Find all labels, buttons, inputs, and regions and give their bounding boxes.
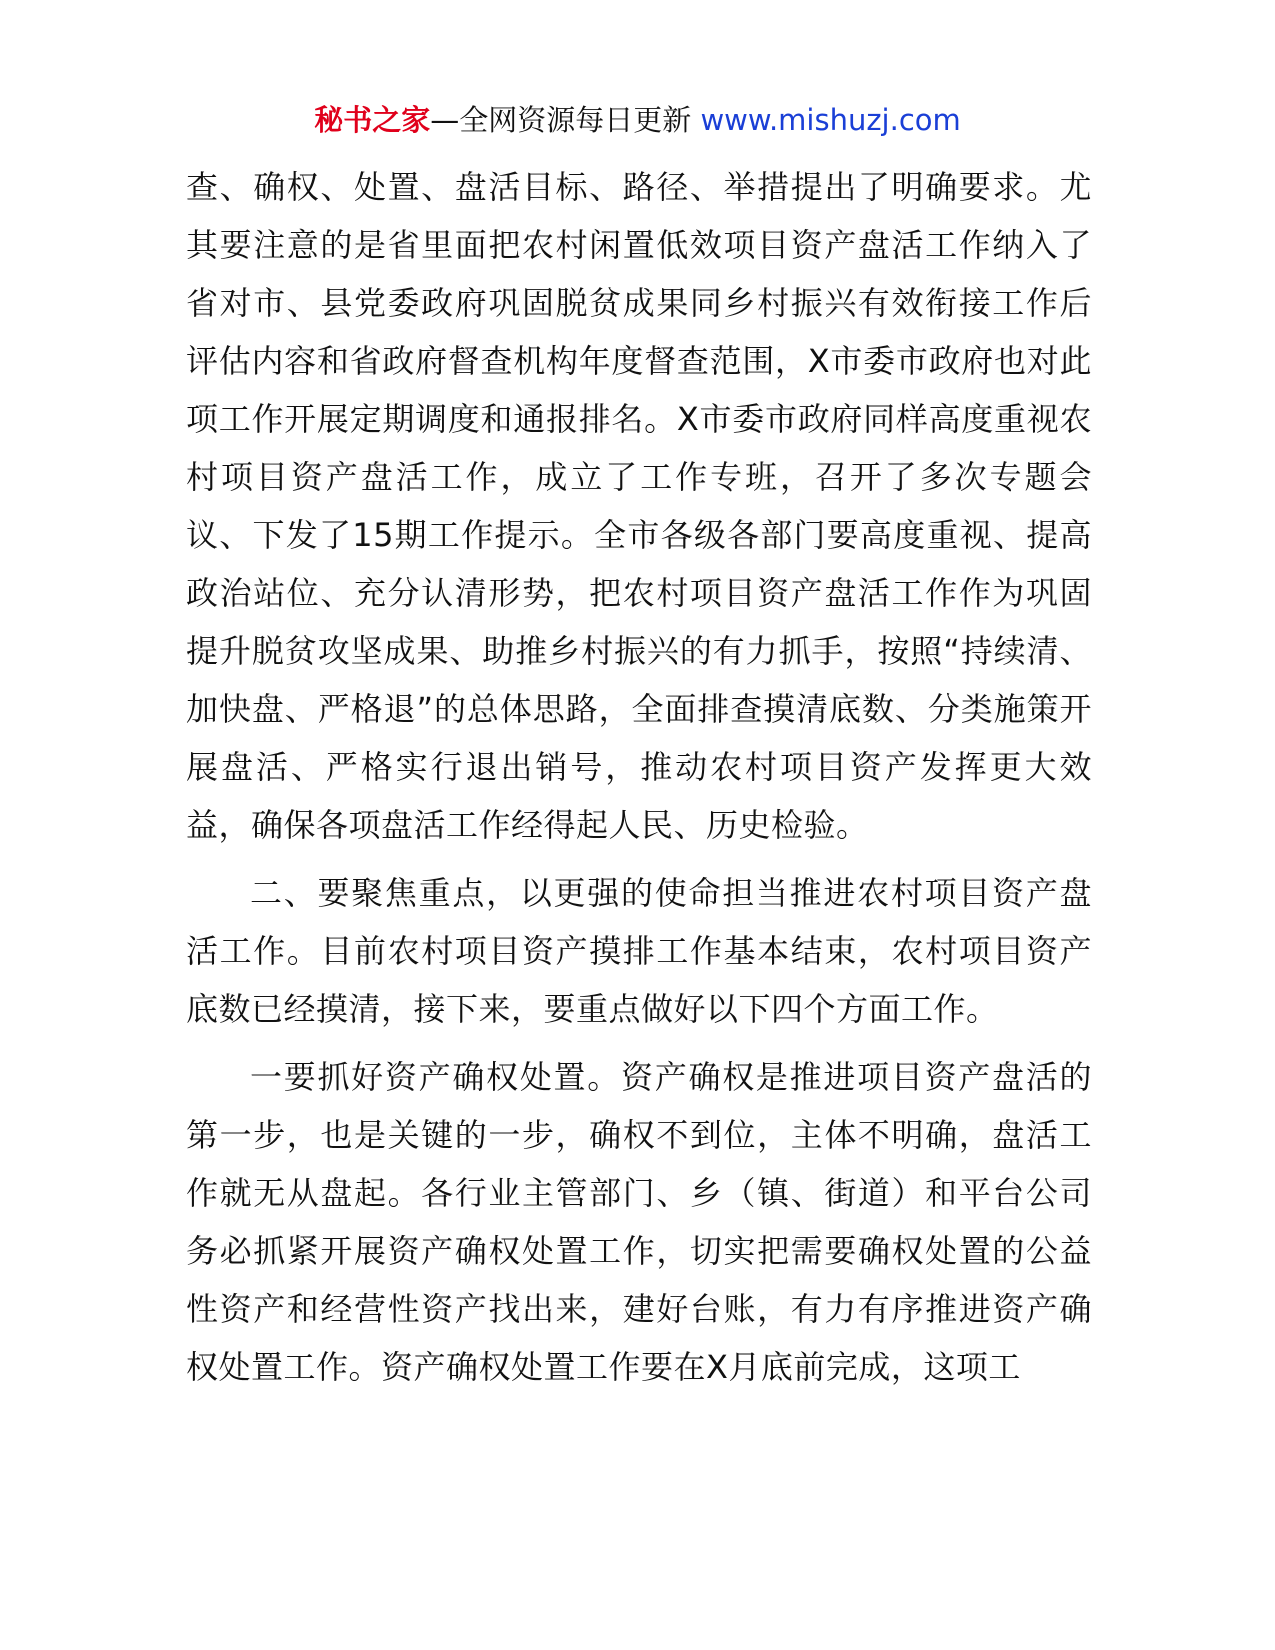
page-header [0, 100, 1275, 140]
paragraph-continuation: 查、确权、处置、盘活目标、路径、举措提出了明确要求。尤其要注意的是省里面把农村闲置低效项目资产盘活工作纳入了省对市、县党委政府巩固脱贫成果同乡村振兴有效衔接工作后评估内容和省政府督查机构年度督查范围，X市委市政府也对此项工作开展定期调度和通报排名。X市委市政府同样高度重视农村项目资产盘活工作，成立了工作专班，召开了多次专题会议、下发了15期工作提示。全市各级各部门要高度重视、提高政治站位、充分认清形势，把农村项目资产盘活工作作为巩固提升脱贫攻坚成果、助推乡村振兴的有力抓手，按照“持续清、加快盘、严格退”的总体思路，全面排查摸清底数、分类施策开展盘活、严格实行退出销号，推动农村项目资产发挥更大效益，确保各项盘活工作经得起人民、历史检验。 [186, 168, 1092, 844]
brand-name: 秘书之家 [314, 103, 431, 137]
document-body [186, 158, 1092, 1406]
site-url-link[interactable]: www.mishuzj.com [700, 103, 961, 137]
header-tagline: —全网资源每日更新 [430, 103, 692, 137]
paragraph-asset-rights: 一要抓好资产确权处置。资产确权是推进项目资产盘活的第一步，也是关键的一步，确权不到位，主体不明确，盘活工作就无从盘起。各行业主管部门、乡（镇、街道）和平台公司务必抓紧开展资产确权处置工作，切实把需要确权处置的公益性资产和经营性资产找出来，建好台账，有力有序推进资产确权处置工作。资产确权处置工作要在X月底前完成，这项工 [186, 1058, 1092, 1386]
paragraph-section-two: 二、要聚焦重点，以更强的使命担当推进农村项目资产盘活工作。目前农村项目资产摸排工作基本结束，农村项目资产底数已经摸清，接下来，要重点做好以下四个方面工作。 [186, 874, 1092, 1028]
